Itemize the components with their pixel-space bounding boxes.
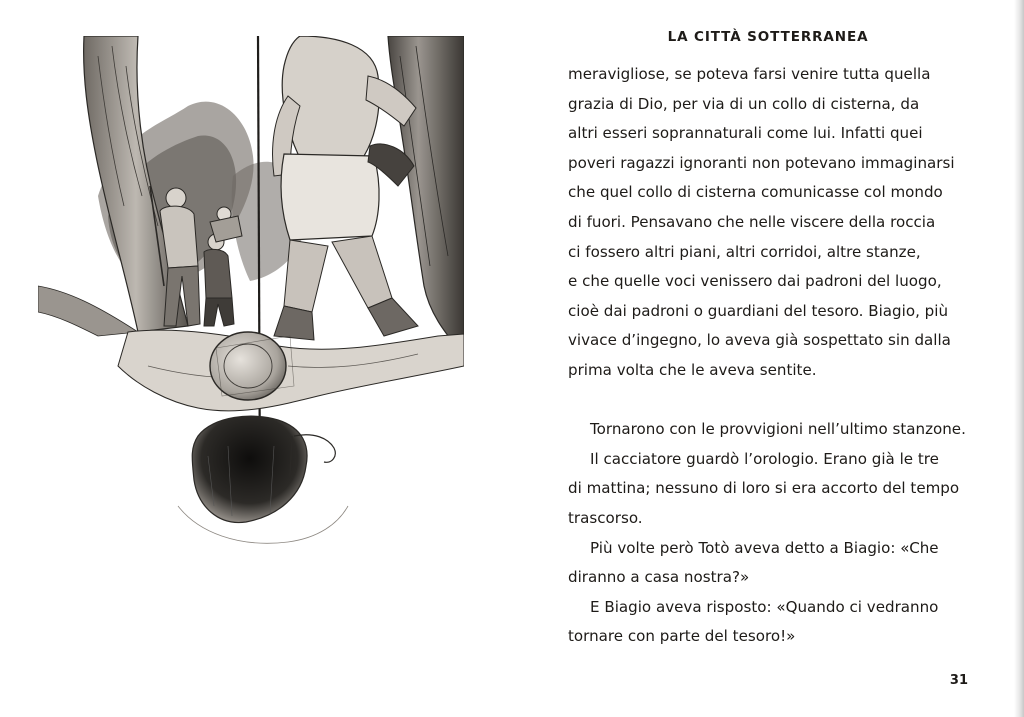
text-line: diranno a casa nostra?» bbox=[568, 568, 750, 587]
text-line: trascorso. bbox=[568, 508, 643, 527]
text-line: ci fossero altri piani, altri corridoi, altre stanze, bbox=[568, 242, 921, 261]
pen-ink-illustration bbox=[38, 36, 464, 548]
running-head: LA CITTÀ SOTTERRANEA bbox=[667, 29, 869, 45]
text-line: E Biagio aveva risposto: «Quando ci vedranno bbox=[590, 597, 939, 616]
text-line: e che quelle voci venissero dai padroni del luogo, bbox=[568, 272, 942, 291]
text-line: Il cacciatore guardò l’orologio. Erano già le tre bbox=[590, 449, 939, 468]
body-text bbox=[568, 60, 978, 652]
page-edge-shadow bbox=[1014, 0, 1024, 717]
text-line: di mattina; nessuno di loro si era accorto del tempo bbox=[568, 479, 960, 498]
text-line: tornare con parte del tesoro!» bbox=[568, 627, 796, 646]
page-number: 31 bbox=[949, 673, 968, 688]
paragraph-gap bbox=[568, 386, 978, 416]
text-line: meravigliose, se poteva farsi venire tutta quella bbox=[568, 65, 931, 83]
text-line: altri esseri soprannaturali come lui. Infatti quei bbox=[568, 124, 923, 143]
text-line: Più volte però Totò aveva detto a Biagio: «Che bbox=[590, 538, 939, 557]
text-line: grazia di Dio, per via di un collo di cisterna, da bbox=[568, 94, 920, 113]
text-line: vivace d’ingegno, lo aveva già sospettato sin dalla bbox=[568, 331, 951, 350]
text-line: prima volta che le aveva sentite. bbox=[568, 360, 817, 379]
text-line: cioè dai padroni o guardiani del tesoro. Biagio, più bbox=[568, 301, 949, 320]
text-line: di fuori. Pensavano che nelle viscere della roccia bbox=[568, 212, 936, 231]
text-line: Tornarono con le provvigioni nell’ultimo stanzone. bbox=[590, 420, 966, 439]
text-line: che quel collo di cisterna comunicasse col mondo bbox=[568, 183, 943, 202]
text-line: poveri ragazzi ignoranti non potevano immaginarsi bbox=[568, 153, 955, 172]
